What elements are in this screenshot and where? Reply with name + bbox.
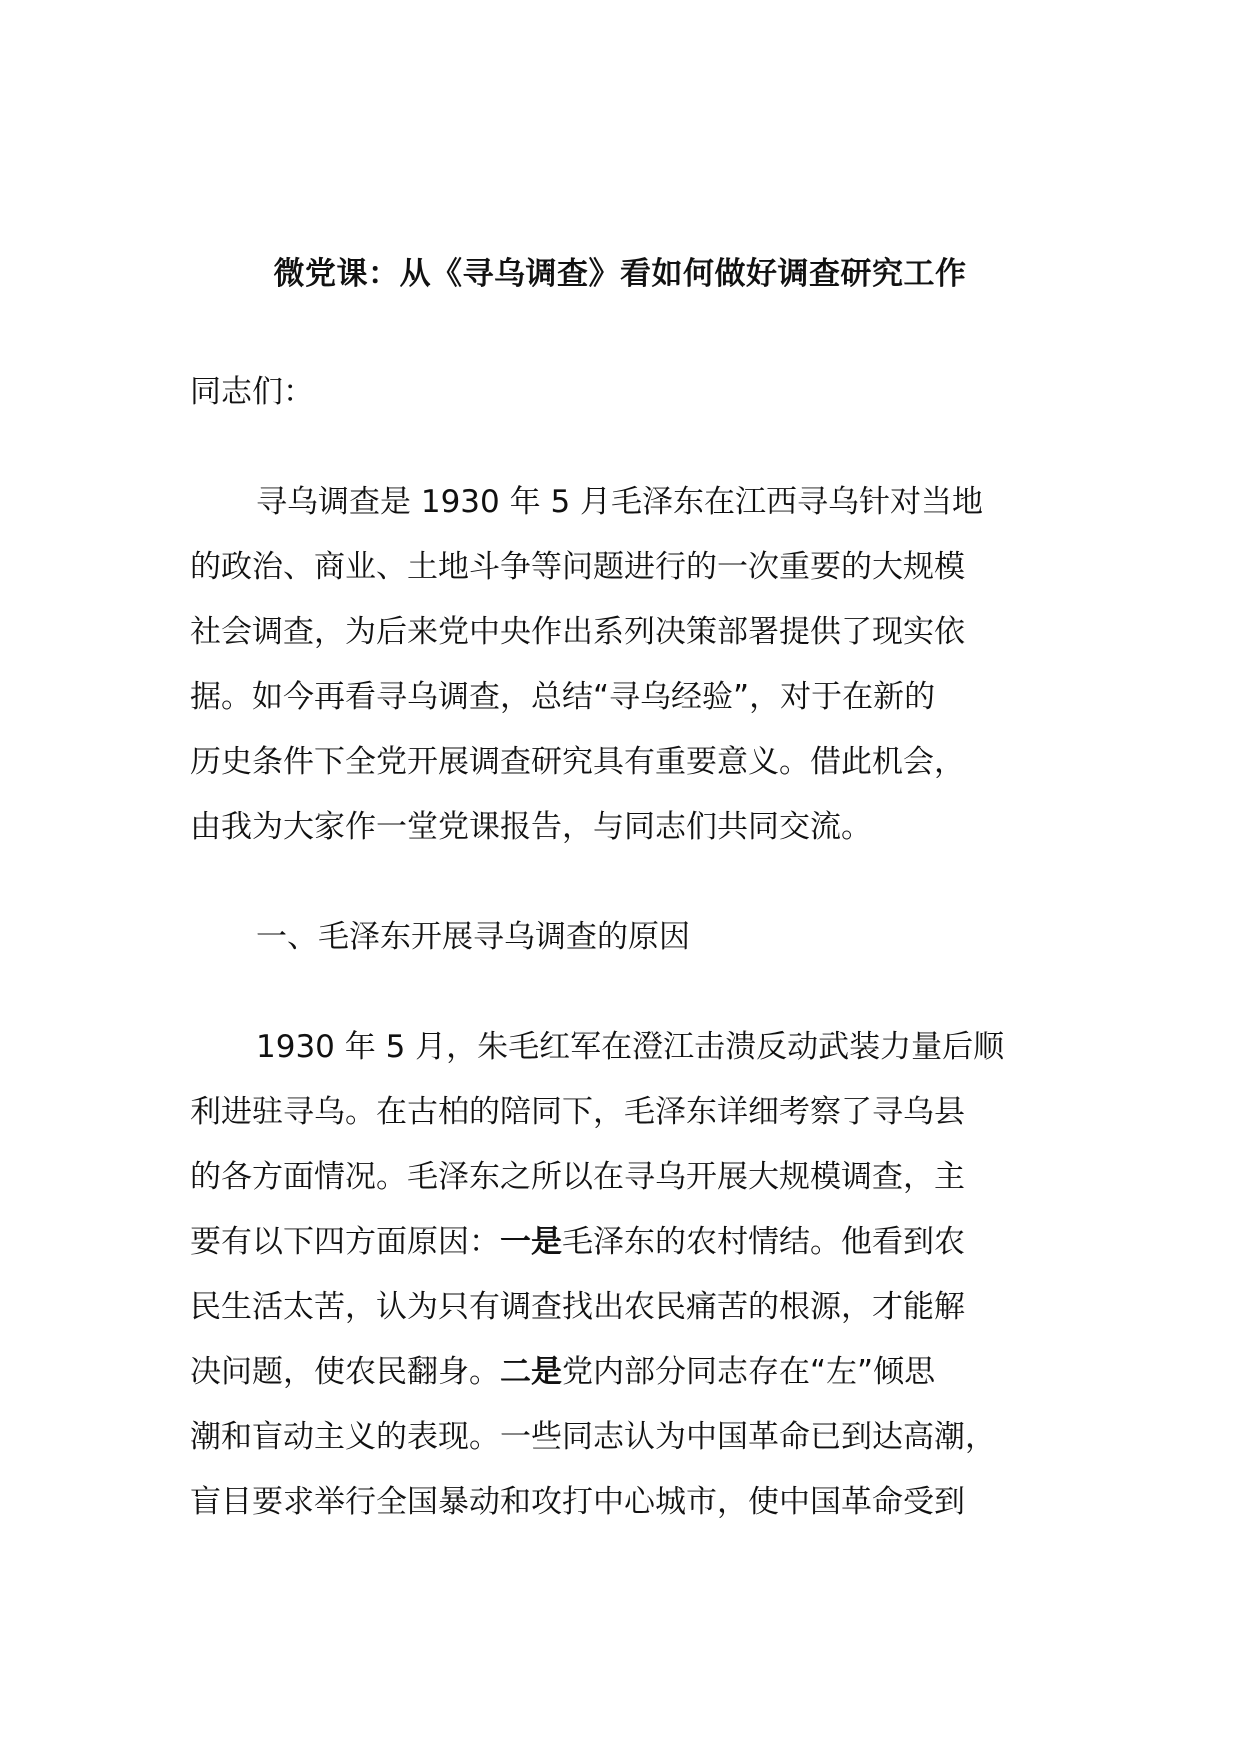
section-line: 民生活太苦，认为只有调查找出农民痛苦的根源，才能解 bbox=[190, 1289, 965, 1325]
section-line: 潮和盲动主义的表现。一些同志认为中国革命已到达高潮， bbox=[190, 1419, 996, 1455]
section-line bbox=[190, 1350, 1070, 1394]
intro-line: 由我为大家作一堂党课报告，与同志们共同交流。 bbox=[190, 809, 872, 845]
document-title: 微党课：从《寻乌调查》看如何做好调查研究工作 bbox=[273, 256, 967, 292]
section-text: 要有以下四方面原因： bbox=[190, 1224, 500, 1260]
section-line bbox=[190, 1220, 1070, 1264]
salutation: 同志们： bbox=[190, 374, 314, 410]
intro-line: 社会调查，为后来党中央作出系列决策部署提供了现实依 bbox=[190, 614, 965, 650]
section-line: 利进驻寻乌。在古柏的陪同下，毛泽东详细考察了寻乌县 bbox=[190, 1094, 965, 1130]
intro-line: 据。如今再看寻乌调查，总结“寻乌经验”，对于在新的 bbox=[190, 679, 936, 715]
emphasis-second: 二是 bbox=[500, 1354, 562, 1390]
section-text: 毛泽东的农村情结。他看到农 bbox=[562, 1224, 965, 1260]
intro-line: 的政治、商业、土地斗争等问题进行的一次重要的大规模 bbox=[190, 549, 965, 585]
section-line: 的各方面情况。毛泽东之所以在寻乌开展大规模调查，主 bbox=[190, 1159, 965, 1195]
section-line: 盲目要求举行全国暴动和攻打中心城市，使中国革命受到 bbox=[190, 1484, 965, 1520]
intro-line: 历史条件下全党开展调查研究具有重要意义。借此机会， bbox=[190, 744, 965, 780]
section-text: 决问题，使农民翻身。 bbox=[190, 1354, 500, 1390]
section-heading: 一、毛泽东开展寻乌调查的原因 bbox=[256, 919, 690, 955]
section-line: 1930 年 5 月，朱毛红军在澄江击溃反动武装力量后顺 bbox=[256, 1029, 1005, 1065]
intro-line: 寻乌调查是 1930 年 5 月毛泽东在江西寻乌针对当地 bbox=[256, 484, 984, 520]
section-text: 党内部分同志存在“左”倾思 bbox=[562, 1354, 936, 1390]
emphasis-first: 一是 bbox=[500, 1224, 562, 1260]
